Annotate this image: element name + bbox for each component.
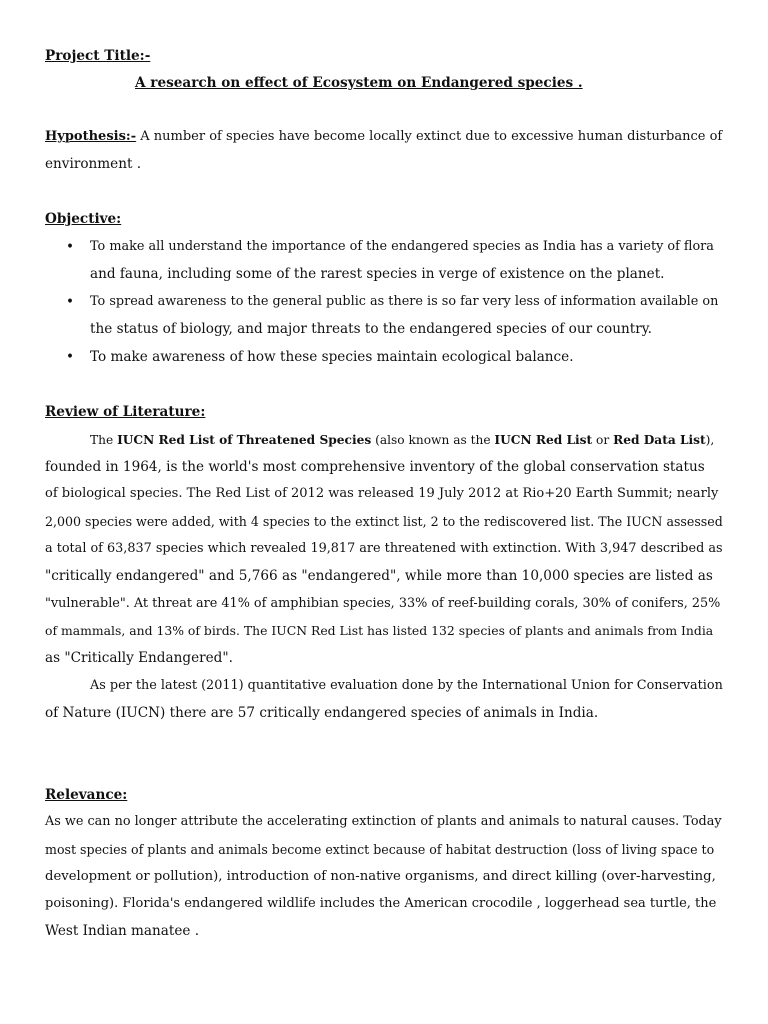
hypothesis-line-2: environment . — [45, 156, 142, 172]
review-p1-line-7: "vulnerable". At threat are 41% of amphibian species, 33% of reef-building corals, 30% of conifers, 25% — [45, 596, 721, 611]
project-title: A research on effect of Ecosystem on Endangered species . — [135, 75, 583, 91]
hypothesis-text: A number of species have become locally extinct due to excessive human disturbance of — [136, 129, 723, 144]
review-label: Review of Literature: — [45, 404, 206, 420]
objective-item-1-line-1: To make all understand the importance of the endangered species as India has a variety of flora — [90, 239, 714, 254]
relevance-line-2: most species of plants and animals become extinct because of habitat destruction (loss of living space to — [45, 842, 715, 857]
text-run: or — [592, 433, 614, 447]
hypothesis-label: Hypothesis:- — [45, 129, 137, 144]
hypothesis-line-1 — [45, 127, 722, 147]
review-p1-line-1 — [90, 430, 714, 450]
objective-item-3-line-1: To make awareness of how these species maintain ecological balance. — [90, 349, 574, 365]
review-p2-line-2: of Nature (IUCN) there are 57 critically endangered species of animals in India. — [45, 705, 599, 721]
project-title-label: Project Title:- — [45, 48, 151, 64]
objective-label: Objective: — [45, 211, 122, 227]
review-p1-line-9: as "Critically Endangered". — [45, 650, 233, 666]
red-data-list-term: Red Data List — [613, 433, 706, 447]
objective-item-2-line-1: To spread awareness to the general public as there is so far very less of information available on — [90, 294, 719, 309]
bullet-icon: • — [66, 349, 75, 365]
bullet-icon: • — [66, 294, 75, 310]
iucn-red-list-short-term: IUCN Red List — [494, 433, 593, 447]
review-p1-line-4: 2,000 species were added, with 4 species to the extinct list, 2 to the rediscovered list. The IUCN assessed — [45, 514, 723, 529]
text-run: ), — [705, 433, 715, 447]
relevance-line-1: As we can no longer attribute the accelerating extinction of plants and animals to natural causes. Today — [45, 814, 722, 829]
review-p1-line-3: of biological species. The Red List of 2012 was released 19 July 2012 at Rio+20 Earth Summit; nearly — [45, 486, 719, 501]
iucn-red-list-term: IUCN Red List of Threatened Species — [117, 433, 372, 447]
objective-item-2-line-2: the status of biology, and major threats to the endangered species of our country. — [90, 321, 652, 337]
review-p1-line-5: a total of 63,837 species which revealed 19,817 are threatened with extinction. With 3,947 described as — [45, 541, 723, 556]
text-run: The — [90, 433, 118, 447]
relevance-line-4: poisoning). Florida's endangered wildlife includes the American crocodile , loggerhead sea turtle, the — [45, 896, 717, 911]
relevance-line-3: development or pollution), introduction of non-native organisms, and direct killing (over-harvesting, — [45, 869, 716, 884]
review-p1-line-2: founded in 1964, is the world's most comprehensive inventory of the global conservation status — [45, 459, 705, 475]
text-run: (also known as the — [371, 433, 495, 447]
objective-item-1-line-2: and fauna, including some of the rarest species in verge of existence on the planet. — [90, 266, 665, 282]
relevance-label: Relevance: — [45, 787, 128, 803]
review-p1-line-6: "critically endangered" and 5,766 as "endangered", while more than 10,000 species are listed as — [45, 568, 713, 584]
review-p1-line-8: of mammals, and 13% of birds. The IUCN Red List has listed 132 species of plants and animals from India — [45, 623, 714, 638]
review-p2-line-1: As per the latest (2011) quantitative evaluation done by the International Union for Conservation — [90, 678, 723, 693]
relevance-line-5: West Indian manatee . — [45, 923, 200, 939]
bullet-icon: • — [66, 239, 75, 255]
